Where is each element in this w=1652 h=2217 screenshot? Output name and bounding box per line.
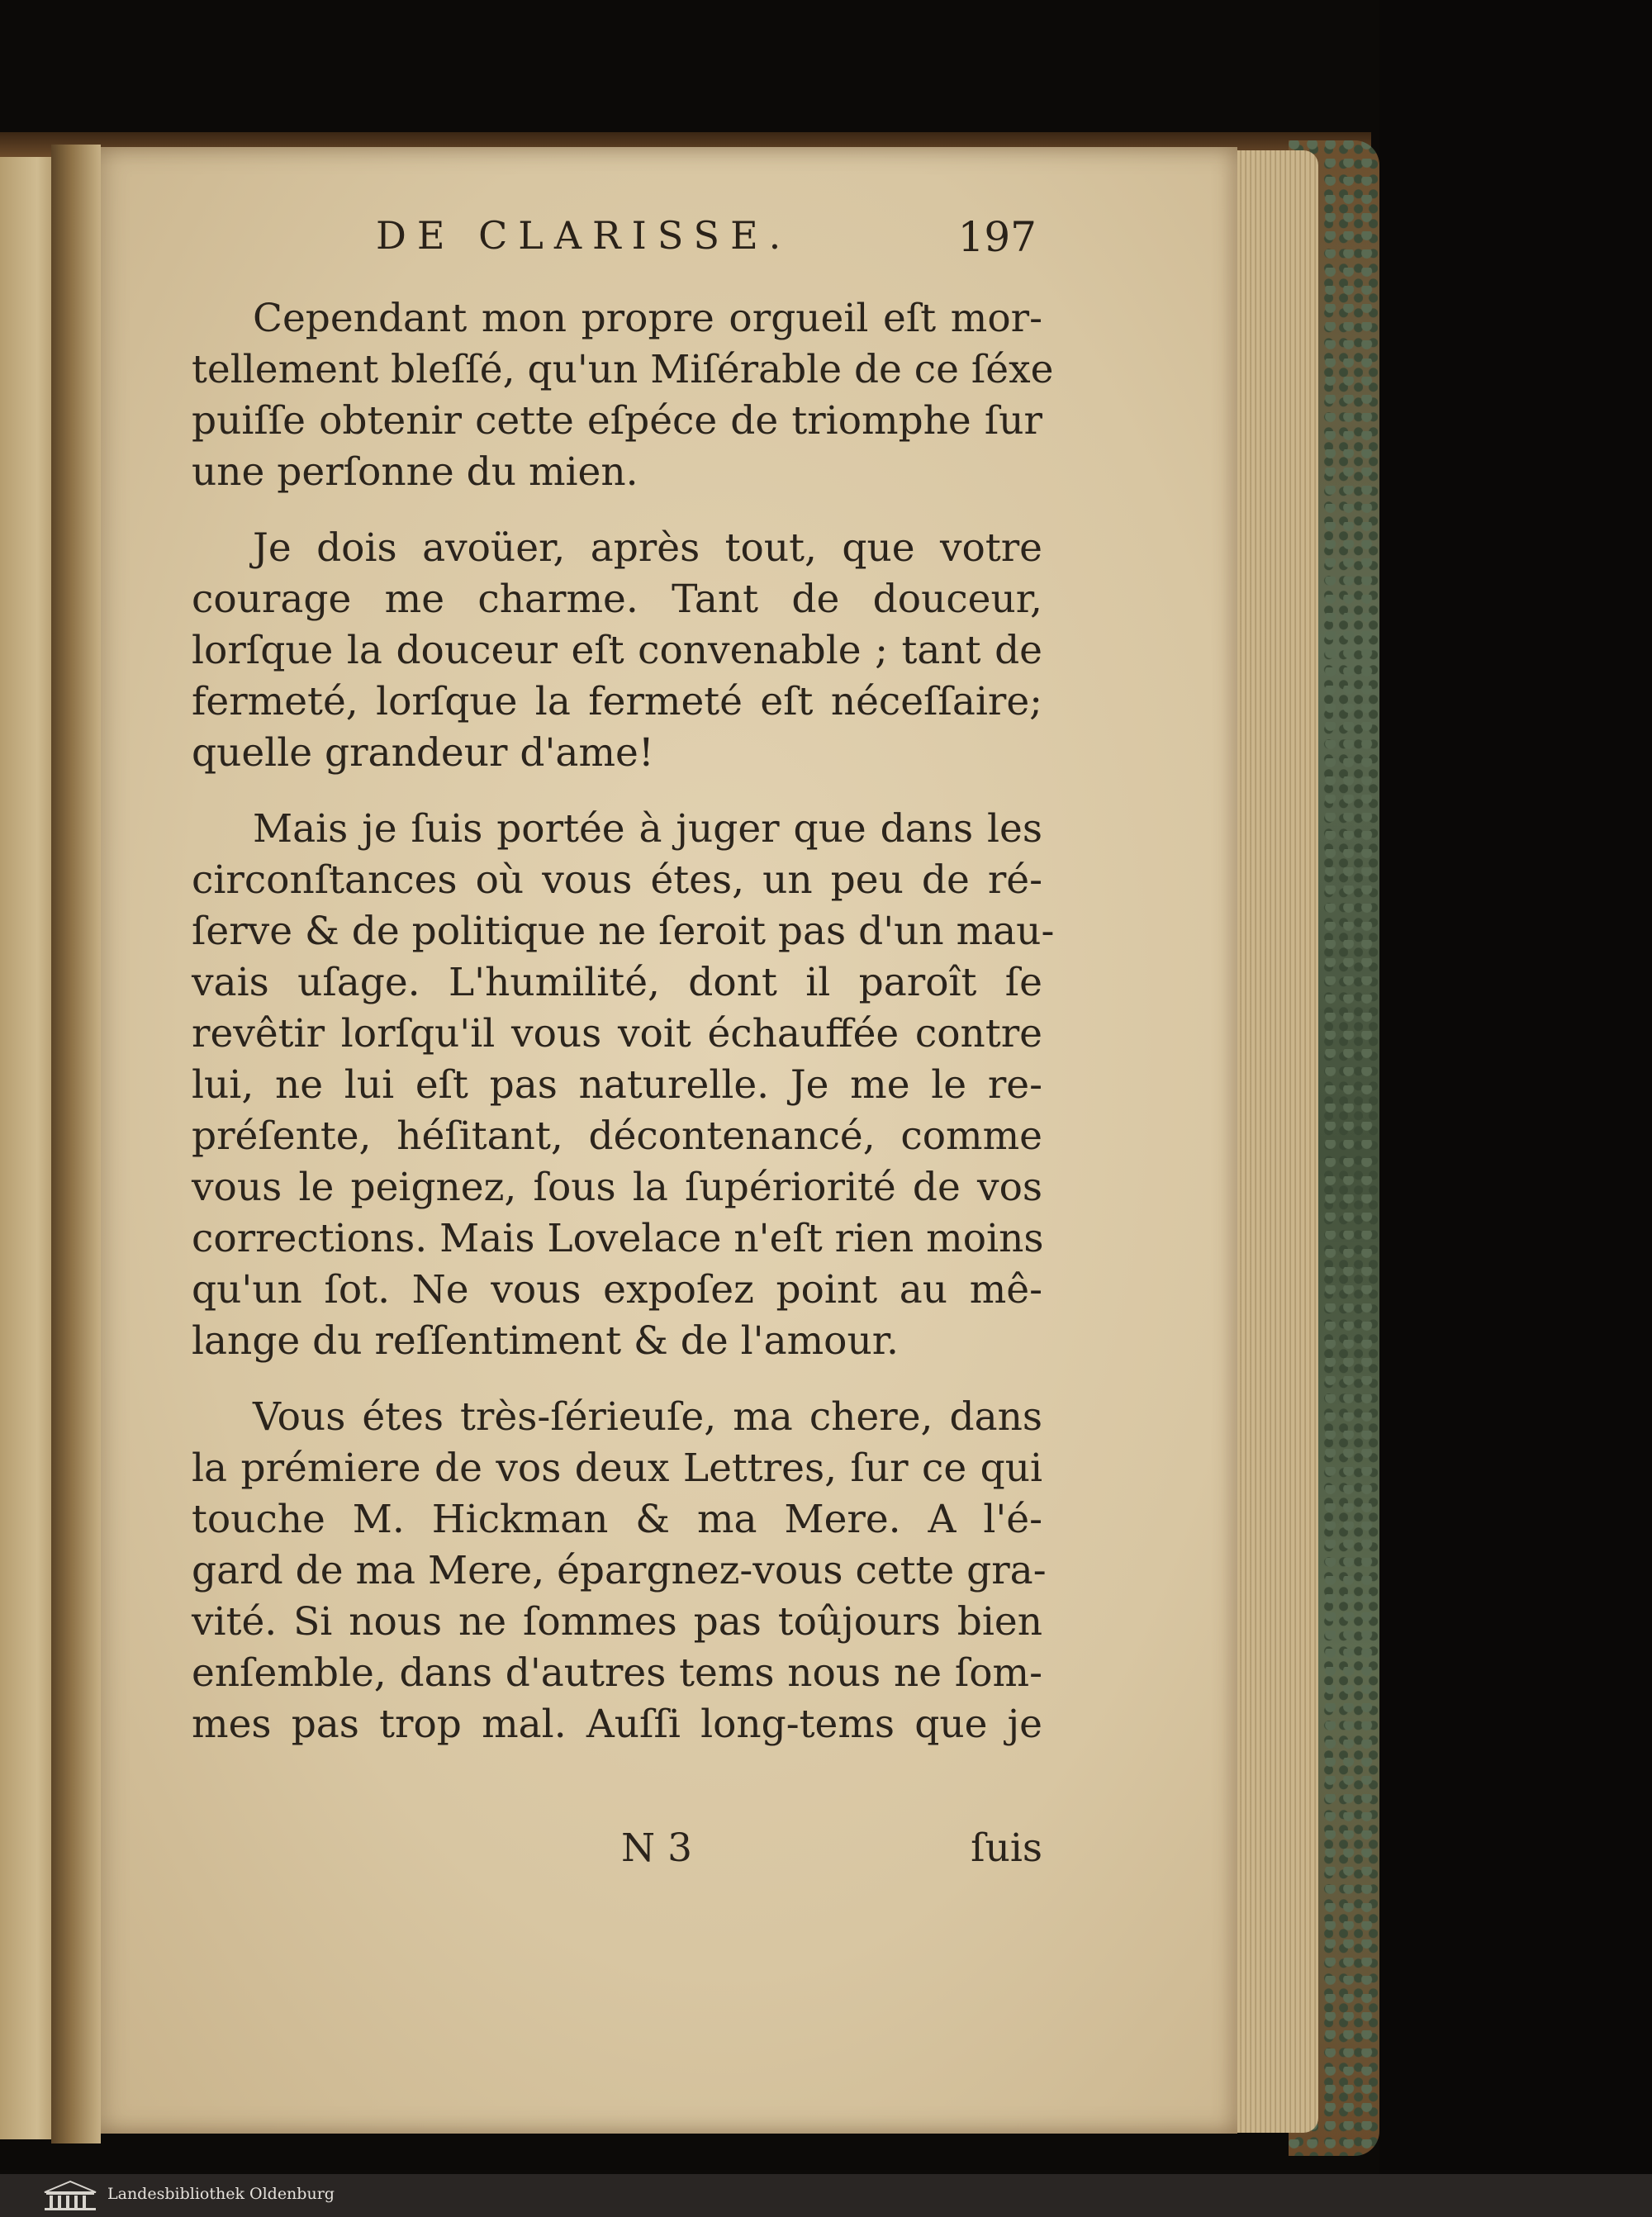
text-line: revêtir lorſqu'il vous voit échauffée contre (192, 1011, 1042, 1056)
library-building-icon (41, 2179, 99, 2212)
page-number: 197 (957, 213, 1037, 261)
text-line: lorſque la douceur eſt convenable ; tant de (192, 628, 1042, 673)
text-line: Je dois avoüer, après tout, que votre (253, 525, 1042, 571)
page-header (376, 213, 1037, 271)
text-line: Vous étes très-ſérieuſe, ma chere, dans (253, 1394, 1042, 1440)
text-line: touche M. Hickman & ma Mere. A l'é- (192, 1497, 1042, 1542)
text-line: puiſſe obtenir cette eſpéce de triomphe ſur (192, 398, 1042, 444)
text-line: fermeté, lorſque la fermeté eſt néceſſaire; (192, 679, 1042, 724)
text-line: Cependant mon propre orgueil eſt mor- (253, 296, 1042, 341)
body-text (192, 293, 1055, 1775)
text-line: corrections. Mais Lovelace n'eſt rien moins (192, 1216, 1044, 1261)
text-line: enſemble, dans d'autres tems nous ne ſom- (192, 1650, 1042, 1696)
text-line: une perſonne du mien. (192, 449, 638, 495)
text-line: Mais je ſuis portée à juger que dans les (253, 806, 1042, 852)
text-line: gard de ma Mere, épargnez-vous cette gra- (192, 1548, 1047, 1593)
text-line: tellement bleſſé, qu'un Miſérable de ce ſéxe (192, 347, 1054, 392)
text-line: qu'un ſot. Ne vous expoſez point au mê- (192, 1267, 1042, 1313)
catchword: ſuis (971, 1825, 1042, 1871)
text-line: ſerve & de politique ne ſeroit pas d'un mau- (192, 909, 1055, 954)
watermark-bar (0, 2174, 1652, 2217)
text-line: circonſtances où vous étes, un peu de ré- (192, 857, 1042, 903)
paragraph (192, 1392, 1047, 1750)
text-line: préſente, héſitant, décontenancé, comme (192, 1113, 1042, 1159)
library-name: Landesbibliothek Oldenburg (107, 2185, 335, 2203)
text-line: vité. Si nous ne ſommes pas toûjours bien (192, 1599, 1042, 1645)
text-line: lange du reſſentiment & de l'amour. (192, 1318, 899, 1364)
scan-background (1379, 0, 1652, 2217)
book-gutter (51, 145, 101, 2143)
text-line: lui, ne lui eſt pas naturelle. Je me le re- (192, 1062, 1042, 1108)
text-line: mes pas trop mal. Auſſi long-tems que je (192, 1702, 1042, 1747)
paragraph (192, 523, 1042, 779)
text-line: quelle grandeur d'ame! (192, 730, 654, 776)
paragraph (192, 293, 1054, 498)
paragraph (192, 804, 1055, 1367)
text-line: courage me charme. Tant de douceur, (192, 577, 1042, 622)
page-edges (1227, 150, 1318, 2133)
text-line: vais uſage. L'humilité, dont il paroît ſe (192, 960, 1042, 1005)
signature-mark: N 3 (621, 1825, 692, 1871)
text-line: vous le peignez, ſous la ſupériorité de vos (192, 1165, 1042, 1210)
running-title: DE CLARISSE. (376, 213, 792, 258)
page-footer (192, 1825, 1042, 1877)
text-line: la prémiere de vos deux Lettres, ſur ce qui (192, 1446, 1042, 1491)
